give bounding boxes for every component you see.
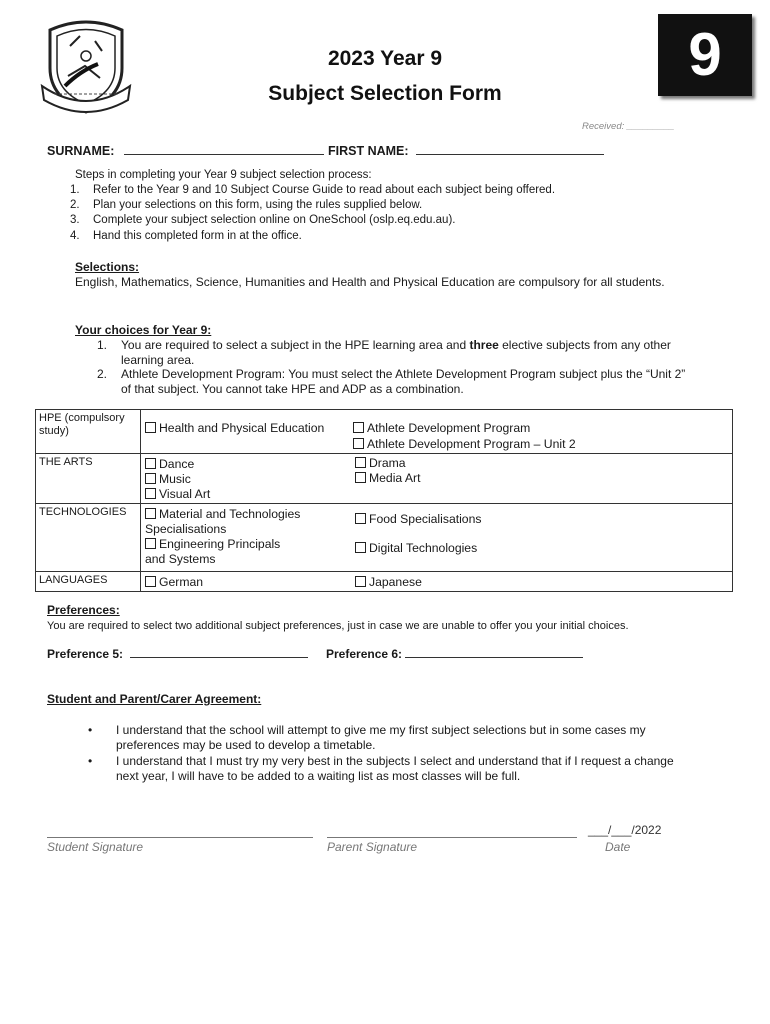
checkbox-square-icon — [353, 422, 364, 433]
area-label-languages: LANGUAGES — [36, 572, 141, 592]
choices-heading: Your choices for Year 9: — [75, 323, 212, 337]
checkbox-visual-art[interactable]: Visual Art — [145, 487, 210, 502]
checkbox-square-icon — [145, 508, 156, 519]
area-label-hpe: HPE (compulsory study) — [36, 410, 141, 454]
checkbox-square-icon — [145, 422, 156, 433]
selections-heading: Selections: — [75, 260, 140, 274]
preference-5-line — [130, 656, 308, 658]
selections-text: English, Mathematics, Science, Humanities and Health and Physical Education are compulsory for all students. — [75, 275, 665, 289]
checkbox-media-art[interactable]: Media Art — [355, 471, 420, 486]
checkbox-square-icon — [355, 576, 366, 587]
surname-line — [124, 153, 324, 155]
checkbox-square-icon — [355, 513, 366, 524]
checkbox-health-physical-education[interactable]: Health and Physical Education — [145, 421, 324, 436]
table-row-arts — [36, 454, 733, 504]
table-row-languages — [36, 572, 733, 592]
choice-rule-1: 1. You are required to select a subject in the HPE learning area and three elective subjects from any other learning area. — [97, 338, 671, 367]
checkbox-square-icon — [145, 458, 156, 469]
list-item: 4. Hand this completed form in at the office. — [70, 229, 302, 242]
checkbox-square-icon — [355, 542, 366, 553]
preference-6-line — [405, 656, 583, 658]
surname-field[interactable] — [47, 144, 324, 158]
form-title: Subject Selection Form — [268, 82, 502, 105]
options-cell-languages — [141, 572, 733, 592]
preference-5-label: Preference 5: — [47, 647, 124, 661]
preference-5-field[interactable] — [47, 647, 308, 661]
checkbox-music[interactable]: Music — [145, 472, 191, 487]
preferences-text: You are required to select two additional subject preferences, just in case we are unable to offer you your initial choices. — [47, 620, 629, 632]
date-field[interactable]: ___/___/2022 — [588, 823, 662, 837]
parent-signature-line[interactable] — [327, 836, 577, 838]
area-label-arts: THE ARTS — [36, 454, 141, 504]
surname-label: SURNAME: — [47, 144, 115, 158]
checkbox-digital-technologies[interactable]: Digital Technologies — [355, 541, 477, 556]
material-technologies-cont: Specialisations — [145, 522, 227, 536]
checkbox-engineering-principals[interactable]: Engineering Principals — [145, 537, 280, 552]
steps-list — [70, 183, 670, 244]
list-item: 1. Refer to the Year 9 and 10 Subject Course Guide to read about each subject being offered. — [70, 184, 556, 196]
checkbox-square-icon — [355, 457, 366, 468]
list-item: 2. Plan your selections on this form, using the rules supplied below. — [70, 199, 423, 212]
options-cell-hpe — [141, 410, 733, 454]
engineering-principals-cont: and Systems — [145, 552, 216, 566]
preference-6-field[interactable] — [326, 647, 583, 661]
checkbox-dance[interactable]: Dance — [145, 457, 194, 472]
checkbox-square-icon — [145, 538, 156, 549]
checkbox-athlete-development-program[interactable]: Athlete Development Program — [353, 421, 530, 436]
checkbox-material-technologies[interactable]: Material and Technologies — [145, 507, 300, 522]
agreement-heading: Student and Parent/Carer Agreement: — [47, 692, 262, 706]
options-cell-arts — [141, 454, 733, 504]
bullet-icon: • — [88, 723, 93, 737]
parent-signature-label: Parent Signature — [327, 840, 418, 854]
preference-6-label: Preference 6: — [326, 647, 403, 661]
steps-intro: Steps in completing your Year 9 subject selection process: — [75, 169, 372, 181]
form-title-year: 2023 Year 9 — [327, 47, 443, 70]
subject-selection-table — [35, 409, 733, 592]
checkbox-japanese[interactable]: Japanese — [355, 575, 422, 590]
received-stamp-field: Received: _________ — [582, 121, 675, 132]
checkbox-german[interactable]: German — [145, 575, 203, 590]
table-row-hpe — [36, 410, 733, 454]
checkbox-square-icon — [355, 472, 366, 483]
preferences-heading: Preferences: — [47, 603, 120, 617]
area-label-technologies: TECHNOLOGIES — [36, 504, 141, 572]
checkbox-food-specialisations[interactable]: Food Specialisations — [355, 512, 481, 527]
grade-badge: 9 — [658, 14, 752, 96]
agreement-list — [88, 723, 678, 784]
choice-rule-2: 2. Athlete Development Program: You must select the Athlete Development Program subject plus the “Unit 2” of that subject. You cannot take HPE and ADP as a combination. — [97, 367, 686, 396]
first-name-label: FIRST NAME: — [328, 144, 409, 158]
first-name-field[interactable] — [328, 144, 604, 158]
table-row-technologies — [36, 504, 733, 572]
options-cell-technologies — [141, 504, 733, 572]
student-signature-label: Student Signature — [47, 840, 144, 854]
date-label: Date — [605, 840, 631, 854]
list-item: • I understand that the school will attempt to give me my first subject selections but in some cases my preferences may be used to develop a timetable. — [88, 723, 646, 753]
checkbox-athlete-development-unit-2[interactable]: Athlete Development Program – Unit 2 — [353, 437, 576, 452]
first-name-line — [416, 153, 604, 155]
checkbox-square-icon — [145, 576, 156, 587]
list-item: • I understand that I must try my very best in the subjects I select and understand that if I request a change next year, I will have to be added to a waiting list as most classes will be full. — [88, 753, 674, 783]
checkbox-drama[interactable]: Drama — [355, 456, 406, 471]
student-signature-line[interactable] — [47, 836, 313, 838]
checkbox-square-icon — [145, 488, 156, 499]
checkbox-square-icon — [145, 473, 156, 484]
bullet-icon: • — [88, 753, 93, 768]
checkbox-square-icon — [353, 438, 364, 449]
list-item: 3. Complete your subject selection online on OneSchool (oslp.eq.edu.au). — [70, 214, 456, 227]
